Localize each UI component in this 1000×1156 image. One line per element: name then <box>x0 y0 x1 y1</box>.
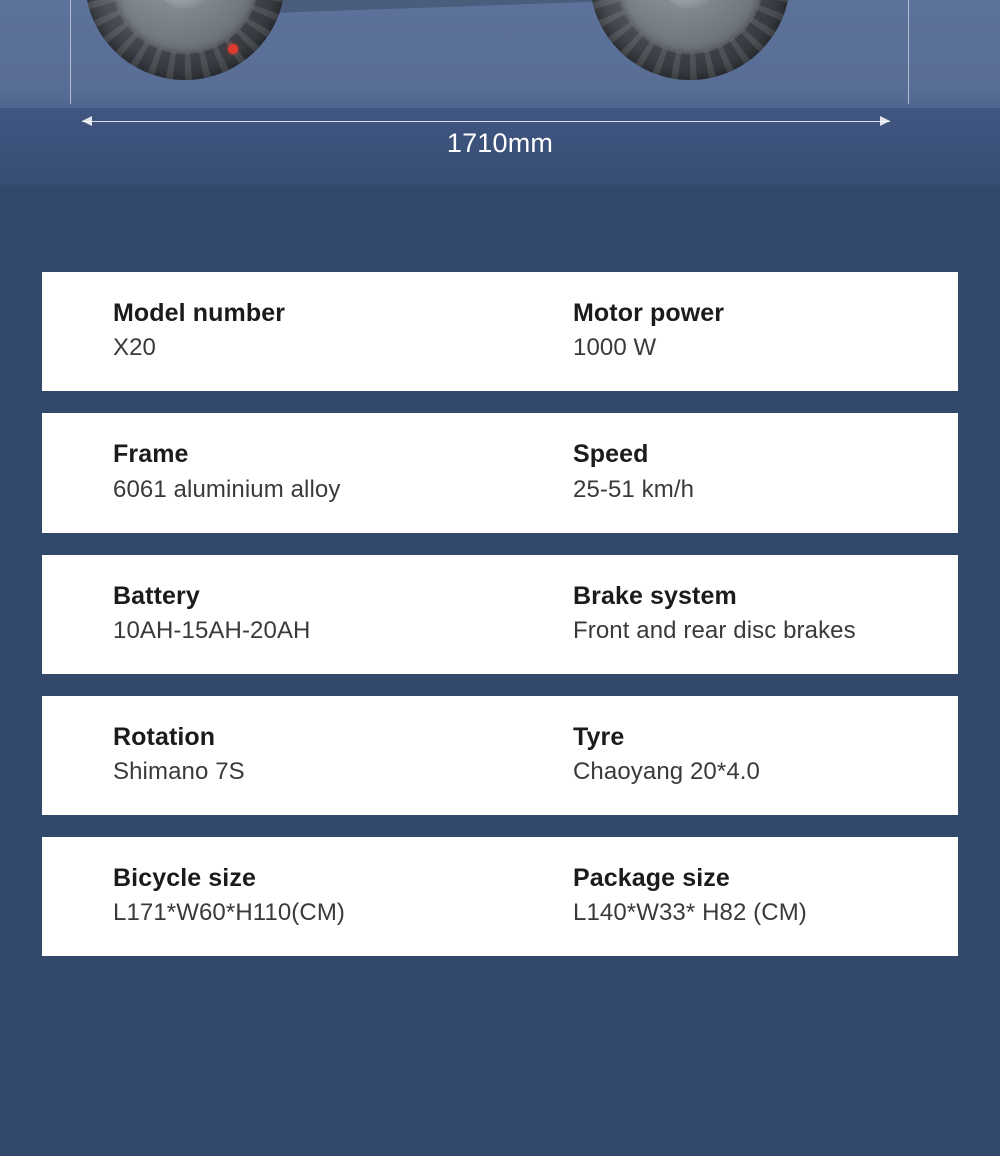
spec-value-battery: 10AH-15AH-20AH <box>113 616 311 644</box>
specifications-list <box>0 272 1000 978</box>
dimension-arrow-left-icon <box>82 116 92 126</box>
spec-cell-battery <box>42 581 500 646</box>
spec-label-brake-system: Brake system <box>573 581 737 610</box>
spec-value-brake-system: Front and rear disc brakes <box>573 616 856 644</box>
frame-accent-dot <box>228 44 238 54</box>
dimension-guide-right <box>908 0 909 104</box>
spec-cell-brake-system <box>500 581 958 646</box>
spec-value-motor-power: 1000 W <box>573 334 657 362</box>
spec-value-model-number: X20 <box>113 334 157 362</box>
spec-cell-model-number <box>42 298 500 363</box>
spec-value-frame: 6061 aluminium alloy <box>113 475 341 503</box>
spec-value-tyre: Chaoyang 20*4.0 <box>573 758 760 785</box>
spec-value-rotation: Shimano 7S <box>113 758 245 785</box>
spec-label-frame: Frame <box>113 440 189 469</box>
spec-label-motor-power: Motor power <box>573 299 725 327</box>
product-hero-image <box>0 0 1000 185</box>
spec-cell-tyre <box>500 722 958 787</box>
spec-label-speed: Speed <box>573 440 649 469</box>
spec-value-speed: 25-51 km/h <box>573 475 695 503</box>
spec-label-package-size: Package size <box>573 864 730 892</box>
spec-row-battery-brake <box>42 555 958 674</box>
dimension-line <box>82 121 890 122</box>
spec-row-model-motor <box>42 272 958 391</box>
spec-cell-frame <box>42 439 500 504</box>
spec-row-frame-speed <box>42 413 958 532</box>
spec-value-bicycle-size: L171*W60*H110(CM) <box>113 899 346 927</box>
dimension-measure-row <box>0 113 1000 129</box>
dimension-label: 1710mm <box>446 128 554 158</box>
spec-value-package-size: L140*W33* H82 (CM) <box>573 899 807 927</box>
spec-label-model-number: Model number <box>113 299 286 327</box>
spec-row-bicycle-package-size <box>42 837 958 956</box>
spec-cell-bicycle-size <box>42 863 500 928</box>
dimension-arrow-right-icon <box>880 116 890 126</box>
spec-cell-speed <box>500 439 958 504</box>
spec-label-tyre: Tyre <box>573 722 625 751</box>
spec-cell-motor-power <box>500 298 958 363</box>
bike-rear-tyre-tread <box>85 0 285 80</box>
spec-row-rotation-tyre <box>42 696 958 815</box>
bike-front-tyre-tread <box>590 0 790 80</box>
spec-cell-package-size <box>500 863 958 928</box>
spec-label-bicycle-size: Bicycle size <box>113 864 256 892</box>
spec-label-rotation: Rotation <box>113 722 216 751</box>
spec-cell-rotation <box>42 722 500 787</box>
dimension-guide-left <box>70 0 71 104</box>
spec-label-battery: Battery <box>113 581 200 610</box>
